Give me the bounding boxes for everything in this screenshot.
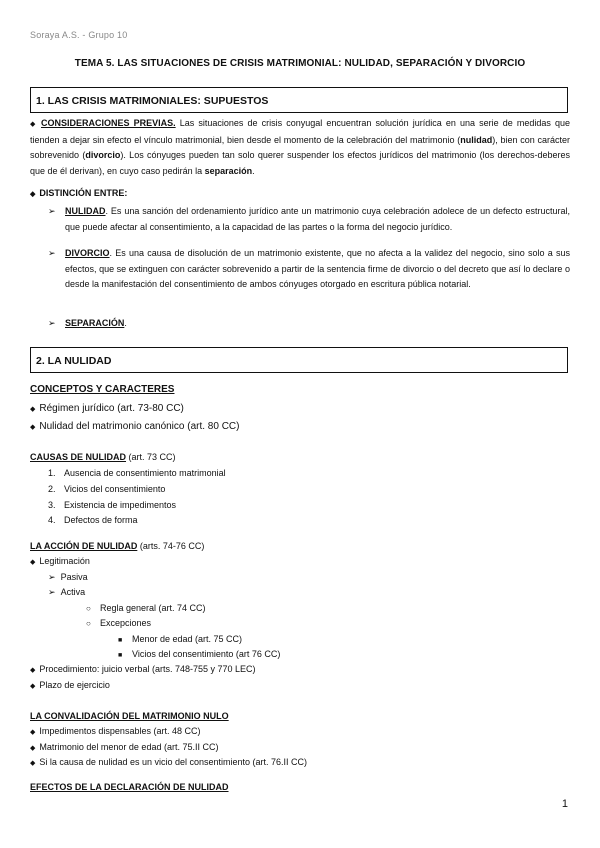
nulidad-label: NULIDAD bbox=[65, 206, 106, 216]
diamond-bullet-icon bbox=[30, 188, 39, 198]
causas-ref: (art. 73 CC) bbox=[126, 452, 176, 462]
diamond-bullet-icon bbox=[30, 556, 39, 566]
vicios-item: ■ Vicios del consentimiento (art 76 CC) bbox=[118, 649, 281, 659]
separacion-word: separación bbox=[204, 165, 253, 176]
consideraciones-text-1: Las situaciones de crisis conyugal encuentran solución jurídica en una serie de medidas que tienden a dejar sin efecto el vínculo matrimonial, bien desde el momento de la celebración del matrimonio ( bbox=[30, 118, 570, 145]
diamond-bullet-icon bbox=[30, 403, 39, 414]
convalidacion-item: ◆ Impedimentos dispensables (art. 48 CC) bbox=[30, 726, 200, 736]
page-number: 1 bbox=[561, 798, 568, 810]
legitimacion-item: ◆ Legitimación bbox=[30, 556, 90, 566]
convalidacion-item: ◆ Si la causa de nulidad es un vicio del consentimiento (art. 76.II CC) bbox=[30, 757, 307, 767]
section-heading-1: 1. LAS CRISIS MATRIMONIALES: SUPUESTOS bbox=[30, 87, 568, 113]
conceptos-heading: CONCEPTOS Y CARACTERES bbox=[30, 384, 175, 395]
arrow-bullet-icon: ➢ bbox=[48, 248, 56, 258]
causas-item: 2. Vicios del consentimiento bbox=[48, 484, 166, 494]
accion-heading: LA ACCIÓN DE NULIDAD bbox=[30, 541, 138, 551]
diamond-bullet-icon bbox=[30, 757, 39, 767]
arrow-bullet-icon: ➢ bbox=[48, 318, 56, 328]
activa-item: ➢ Activa bbox=[48, 587, 86, 597]
conceptos-item: ◆ Régimen jurídico (art. 73-80 CC) bbox=[30, 403, 184, 414]
diamond-bullet-icon bbox=[30, 664, 39, 674]
excepciones-item: ○ Excepciones bbox=[86, 618, 152, 628]
efectos-heading-line bbox=[30, 782, 229, 792]
convalidacion-heading-line bbox=[30, 711, 229, 721]
divorcio-definition bbox=[48, 246, 570, 293]
causas-heading: CAUSAS DE NULIDAD bbox=[30, 452, 127, 462]
separacion-definition bbox=[48, 316, 570, 332]
circle-bullet-icon: ○ bbox=[86, 619, 91, 628]
nulidad-text: . Es una sanción del ordenamiento jurídico ante un matrimonio cuya celebración adolece de un defecto estructural, que puede afectar al consentimiento, a la capacidad de las partes o la forma del negocio jurídico. bbox=[65, 206, 570, 232]
document-title: TEMA 5. LAS SITUACIONES DE CRISIS MATRIMONIAL: NULIDAD, SEPARACIÓN Y DIVORCIO bbox=[74, 58, 526, 69]
arrow-bullet-icon: ➢ bbox=[48, 572, 56, 582]
diamond-bullet-icon bbox=[30, 118, 41, 128]
accion-ref: (arts. 74-76 CC) bbox=[137, 541, 205, 551]
distincion-label: DISTINCIÓN ENTRE: bbox=[39, 188, 128, 198]
consideraciones-text-2: ), bien con carácter sobrevenido ( bbox=[30, 134, 570, 160]
menor-edad-item: ■ Menor de edad (art. 75 CC) bbox=[118, 634, 243, 644]
square-bullet-icon: ■ bbox=[118, 637, 123, 644]
causas-heading-line bbox=[30, 452, 176, 462]
square-bullet-icon: ■ bbox=[118, 652, 123, 659]
author-header: Soraya A.S. - Grupo 10 bbox=[30, 30, 128, 40]
diamond-bullet-icon bbox=[30, 726, 39, 736]
separacion-text: . bbox=[124, 318, 127, 328]
nulidad-word: nulidad bbox=[460, 134, 493, 145]
efectos-heading: EFECTOS DE LA DECLARACIÓN DE NULIDAD bbox=[30, 782, 229, 792]
pasiva-item: ➢ Pasiva bbox=[48, 572, 88, 582]
procedimiento-item: ◆ Procedimiento: juicio verbal (arts. 748-755 y 770 LEC) bbox=[30, 664, 256, 674]
arrow-bullet-icon: ➢ bbox=[48, 206, 56, 216]
divorcio-word: divorcio bbox=[85, 150, 121, 160]
conceptos-item: ◆ Nulidad del matrimonio canónico (art. 80 CC) bbox=[30, 421, 239, 432]
distincion-line bbox=[30, 188, 127, 198]
causas-item: 3. Existencia de impedimentos bbox=[48, 500, 177, 510]
nulidad-definition bbox=[48, 204, 570, 235]
section-heading-2: 2. LA NULIDAD bbox=[30, 347, 568, 373]
accion-heading-line bbox=[30, 541, 204, 551]
plazo-item: ◆ Plazo de ejercicio bbox=[30, 680, 110, 690]
divorcio-text: . Es una causa de disolución de un matrimonio existente, que no afecta a la validez del negocio, sino solo a sus efectos, que se extinguen con carácter sobrevenido a partir de la sentencia firme de divorcio o del decreto que así lo declare o desde la manifestación del consentimiento de ambos cónyuges otorgado en escritura pública notarial. bbox=[65, 248, 570, 289]
causas-item: 1. Ausencia de consentimiento matrimonial bbox=[48, 468, 226, 478]
convalidacion-item: ◆ Matrimonio del menor de edad (art. 75.II CC) bbox=[30, 742, 218, 752]
convalidacion-heading: LA CONVALIDACIÓN DEL MATRIMONIO NULO bbox=[30, 711, 229, 721]
consideraciones-text-4: . bbox=[252, 165, 255, 176]
circle-bullet-icon: ○ bbox=[86, 604, 91, 613]
consideraciones-paragraph bbox=[30, 116, 570, 179]
diamond-bullet-icon bbox=[30, 742, 39, 752]
consideraciones-text-3: ). Los cónyuges pueden tan solo querer suspender los efectos jurídicos del matrimonio (los derechos-deberes que de él derivan), en cuyo caso pedirán la bbox=[30, 150, 570, 176]
diamond-bullet-icon bbox=[30, 680, 39, 690]
consideraciones-label: CONSIDERACIONES PREVIAS. bbox=[41, 118, 176, 128]
divorcio-label: DIVORCIO bbox=[65, 248, 110, 258]
causas-item: 4. Defectos de forma bbox=[48, 515, 138, 525]
arrow-bullet-icon: ➢ bbox=[48, 587, 56, 597]
separacion-label: SEPARACIÓN bbox=[65, 318, 125, 328]
diamond-bullet-icon bbox=[30, 421, 39, 432]
regla-general-item: ○ Regla general (art. 74 CC) bbox=[86, 603, 206, 613]
